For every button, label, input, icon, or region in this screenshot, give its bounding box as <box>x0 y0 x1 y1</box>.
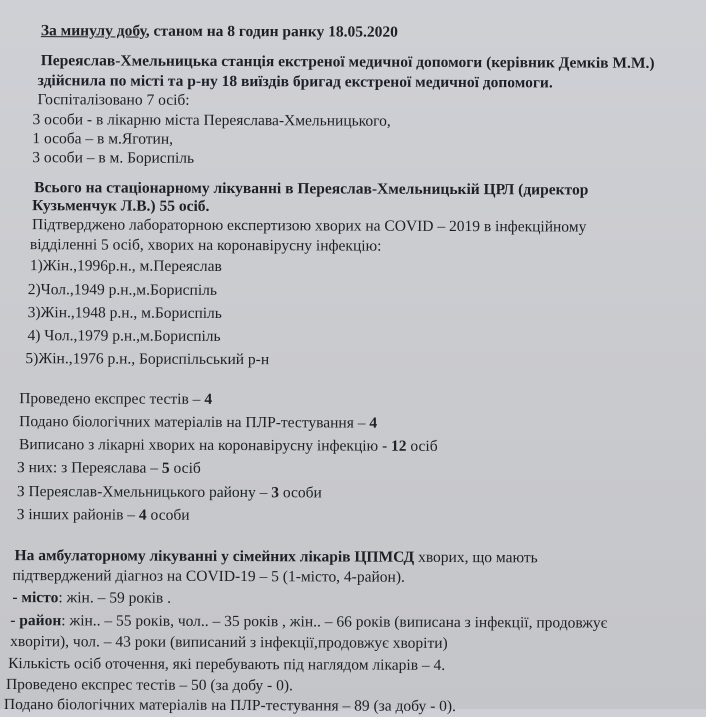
city-text: : жін. – 59 років . <box>58 589 172 607</box>
hospitalized-count: Госпіталізовано 7 осіб: <box>37 91 190 109</box>
patient-item: 2)Чол.,1949 р.н.,м.Бориспіль <box>27 281 218 299</box>
from-district-label: З Переяслав-Хмельницького району – <box>16 483 272 502</box>
express-total-line: Проведено експрес тестів – 50 (за добу - 0). <box>5 676 293 695</box>
report-date-heading <box>41 22 398 42</box>
inpatient-line-1: Всього на стаціонарному лікуванні в Переяслав-Хмельницькій ЦРЛ (директор <box>34 179 589 199</box>
district-label: - район <box>10 612 62 630</box>
date-rest-text: , станом на 8 годин ранку 18.05.2020 <box>145 22 398 41</box>
other-districts-line <box>17 506 190 525</box>
hospitalized-item: 3 особи - в лікарню міста Переяслава-Хмельницького, <box>32 111 391 130</box>
from-pereiaslav-line <box>17 459 201 478</box>
discharged-unit: осіб <box>406 437 438 455</box>
district-text: : жін.. – 55 років, чол.. – 35 років , жін.. – 66 років (виписана з інфекції, продовжує <box>61 612 608 632</box>
discharged-label: Виписано з лікарні хворих на коронавірусну інфекцію - <box>19 436 392 455</box>
ambulance-line-2: здійснила по місті та р-ну 18 виїздів бригад екстреної медичної допомоги. <box>37 72 553 92</box>
confirmed-line-1: Підтверджено лабораторною експертизою хворих на COVID – 2019 в інфекційному <box>31 216 587 236</box>
city-label: - місто <box>12 589 59 607</box>
express-tests-line <box>19 390 212 409</box>
from-district-line <box>17 483 322 502</box>
outpatient-line-2: підтверджений діагноз на COVID-19 – 5 (1-місто, 4-район). <box>12 567 405 586</box>
patient-item: 3)Жін.,1948 р.н., м.Бориспіль <box>27 304 222 322</box>
pcr-label: Подано біологічних матеріалів на ПЛР-тестування – <box>19 413 370 432</box>
express-tests-value: 4 <box>204 390 213 408</box>
ambulance-line-1: Переяслав-Хмельницька станція екстреної медичної допомоги (керівник Демків М.М.) <box>40 52 655 72</box>
inpatient-line-2: Кузьменчук Л.В.) 55 осіб. <box>32 197 210 215</box>
patient-item: 1)Жін.,1996р.н., м.Переяслав <box>29 257 222 275</box>
date-underlined-text: За минулу добу <box>40 22 146 40</box>
express-tests-label: Проведено експрес тестів – <box>19 390 205 408</box>
from-pereiaslav-unit: осіб <box>169 459 201 477</box>
from-district-unit: особи <box>278 484 322 502</box>
from-pereiaslav-value: 5 <box>161 459 170 477</box>
discharged-line <box>19 436 438 456</box>
pcr-line <box>19 413 377 433</box>
contacts-line: Кількість осіб оточення, які перебувають під наглядом лікарів – 4. <box>8 655 446 674</box>
outpatient-line-1 <box>15 547 538 567</box>
confirmed-line-2: відділенні 5 осіб, хворих на коронавірусну інфекцію: <box>29 236 382 255</box>
discharged-value: 12 <box>391 437 407 455</box>
outpatient-heading: На амбулаторному лікуванні у сімейних лікарів ЦПМСД <box>14 547 415 566</box>
hospitalized-item: 1 особа – в м.Яготин, <box>32 130 174 148</box>
patient-item: 5)Жін.,1976 р.н., Бориспільський р-н <box>25 350 270 369</box>
hospitalized-item: 3 особи – в м. Бориспіль <box>32 149 195 167</box>
pcr-total-line: Подано біологічних матеріалів на ПЛР-тестування – 89 (за добу - 0). <box>3 696 456 715</box>
from-district-value: 3 <box>271 484 280 502</box>
district-line-2: хворіти), чол. – 43 роки (виписаний з інфекції,продовжує хворіти) <box>10 633 448 652</box>
pcr-value: 4 <box>369 414 378 432</box>
outpatient-heading-rest: хворих, що мають <box>414 548 538 567</box>
city-line <box>12 589 171 608</box>
from-pereiaslav-label: З них: з Переяслава – <box>16 459 162 477</box>
other-districts-label: З інших районів – <box>16 506 139 524</box>
other-districts-value: 4 <box>138 506 147 524</box>
other-districts-unit: особи <box>146 506 190 524</box>
district-line-1 <box>10 612 607 633</box>
patient-item: 4) Чол.,1979 р.н.,м.Бориспіль <box>27 327 221 345</box>
